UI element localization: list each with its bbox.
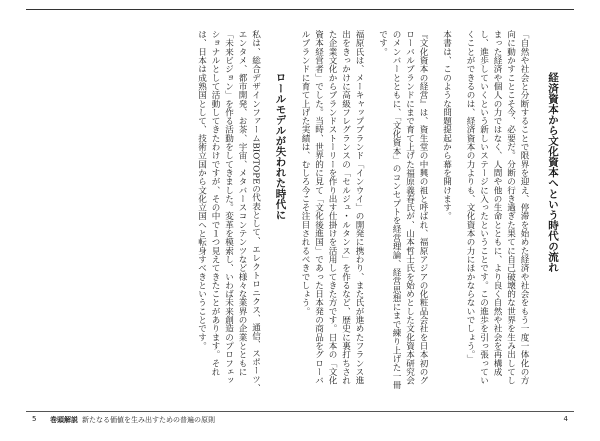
top-rule [26, 9, 574, 10]
paragraph-2: 本書は、このような問題提起から幕を開けます。 [441, 30, 452, 221]
paragraph-5: 私は、総合デザインファームBIOTOPEの代表として、エレクトロニクス、通信、スポーツ、エンタメ、都市開発、お茶、宇宙、メタバースコンテンツなど様々な業界の企業とともに「未来ビジョン」を作る活動をしてきました。変革を模索し、いわば未来創造のプロフェッショナルとして活動してきたわけですが、その中で１つ見えてきたことがあります。それは、日本は成熟国として、技術立国から文化立国へと転身すべきということです。 [196, 30, 261, 392]
paragraph-1: 「自然や社会と分断することで限界を迎え、停滞を始めた経済や社会をもう一度一体化の方向に動かすことこそ今、必要だ。分断の行き過ぎた果てに自己破壊的な世界を生み出してしまった経済や個人の力ではなく、人間や他の生命とともに、より良く自然や社会を再構成し、進歩していくという新しいステージに入ったということです。この進歩を引っ張っていくことができるのは、経済資本の力よりも、文化資本の力にほかならないでしょう。」 [465, 30, 529, 385]
paragraph-4: 福原氏は、メーキャップブランド「インウイ」の開発に携わり、また氏が進めたフランス進出をきっかけに高級フレグランスの「セルジュ・ルタンス」を作るなど、歴史に裏打ちされた企業文化からブランドストーリーを作り出す仕掛けを活用してきた方です。日本の「文化資本経営者」でした。当時、世界的に見て「文化後進国」であった日本発の商品をグローバルブランドに育て上げた実績は、むしろ今こそ注目されるべきでしょう。 [300, 30, 364, 385]
spacer [429, 30, 439, 392]
sub-heading: ロールモデルが失われた時代に [274, 72, 287, 220]
bottom-rule [26, 411, 574, 412]
footer-section-label: 巻頭解説 [50, 416, 78, 424]
page-number-left: 5 [32, 415, 37, 423]
spacer [365, 30, 375, 392]
footer-subtitle: 新たなる価値を生み出すための普遍の原則 [82, 416, 215, 424]
spacer [530, 30, 540, 392]
running-footer [50, 415, 215, 425]
main-heading: 経済資本から文化資本へという時代の流れ [547, 72, 559, 273]
paragraph-3: 『文化資本の経営』は、資生堂の中興の祖と呼ばれ、福原アジアの化粧品会社を日本初のグローバルブランドにまで育て上げた福原義春氏が、山本哲士氏を始めとした文化資本研究会のメンバーとともに、「文化資本」のコンセプトを経営理論、経営思想にまで練り上げた一冊です。 [377, 30, 428, 389]
page-number-right: 4 [563, 415, 568, 423]
vertical-body-text [112, 30, 560, 392]
spacer [453, 30, 463, 392]
